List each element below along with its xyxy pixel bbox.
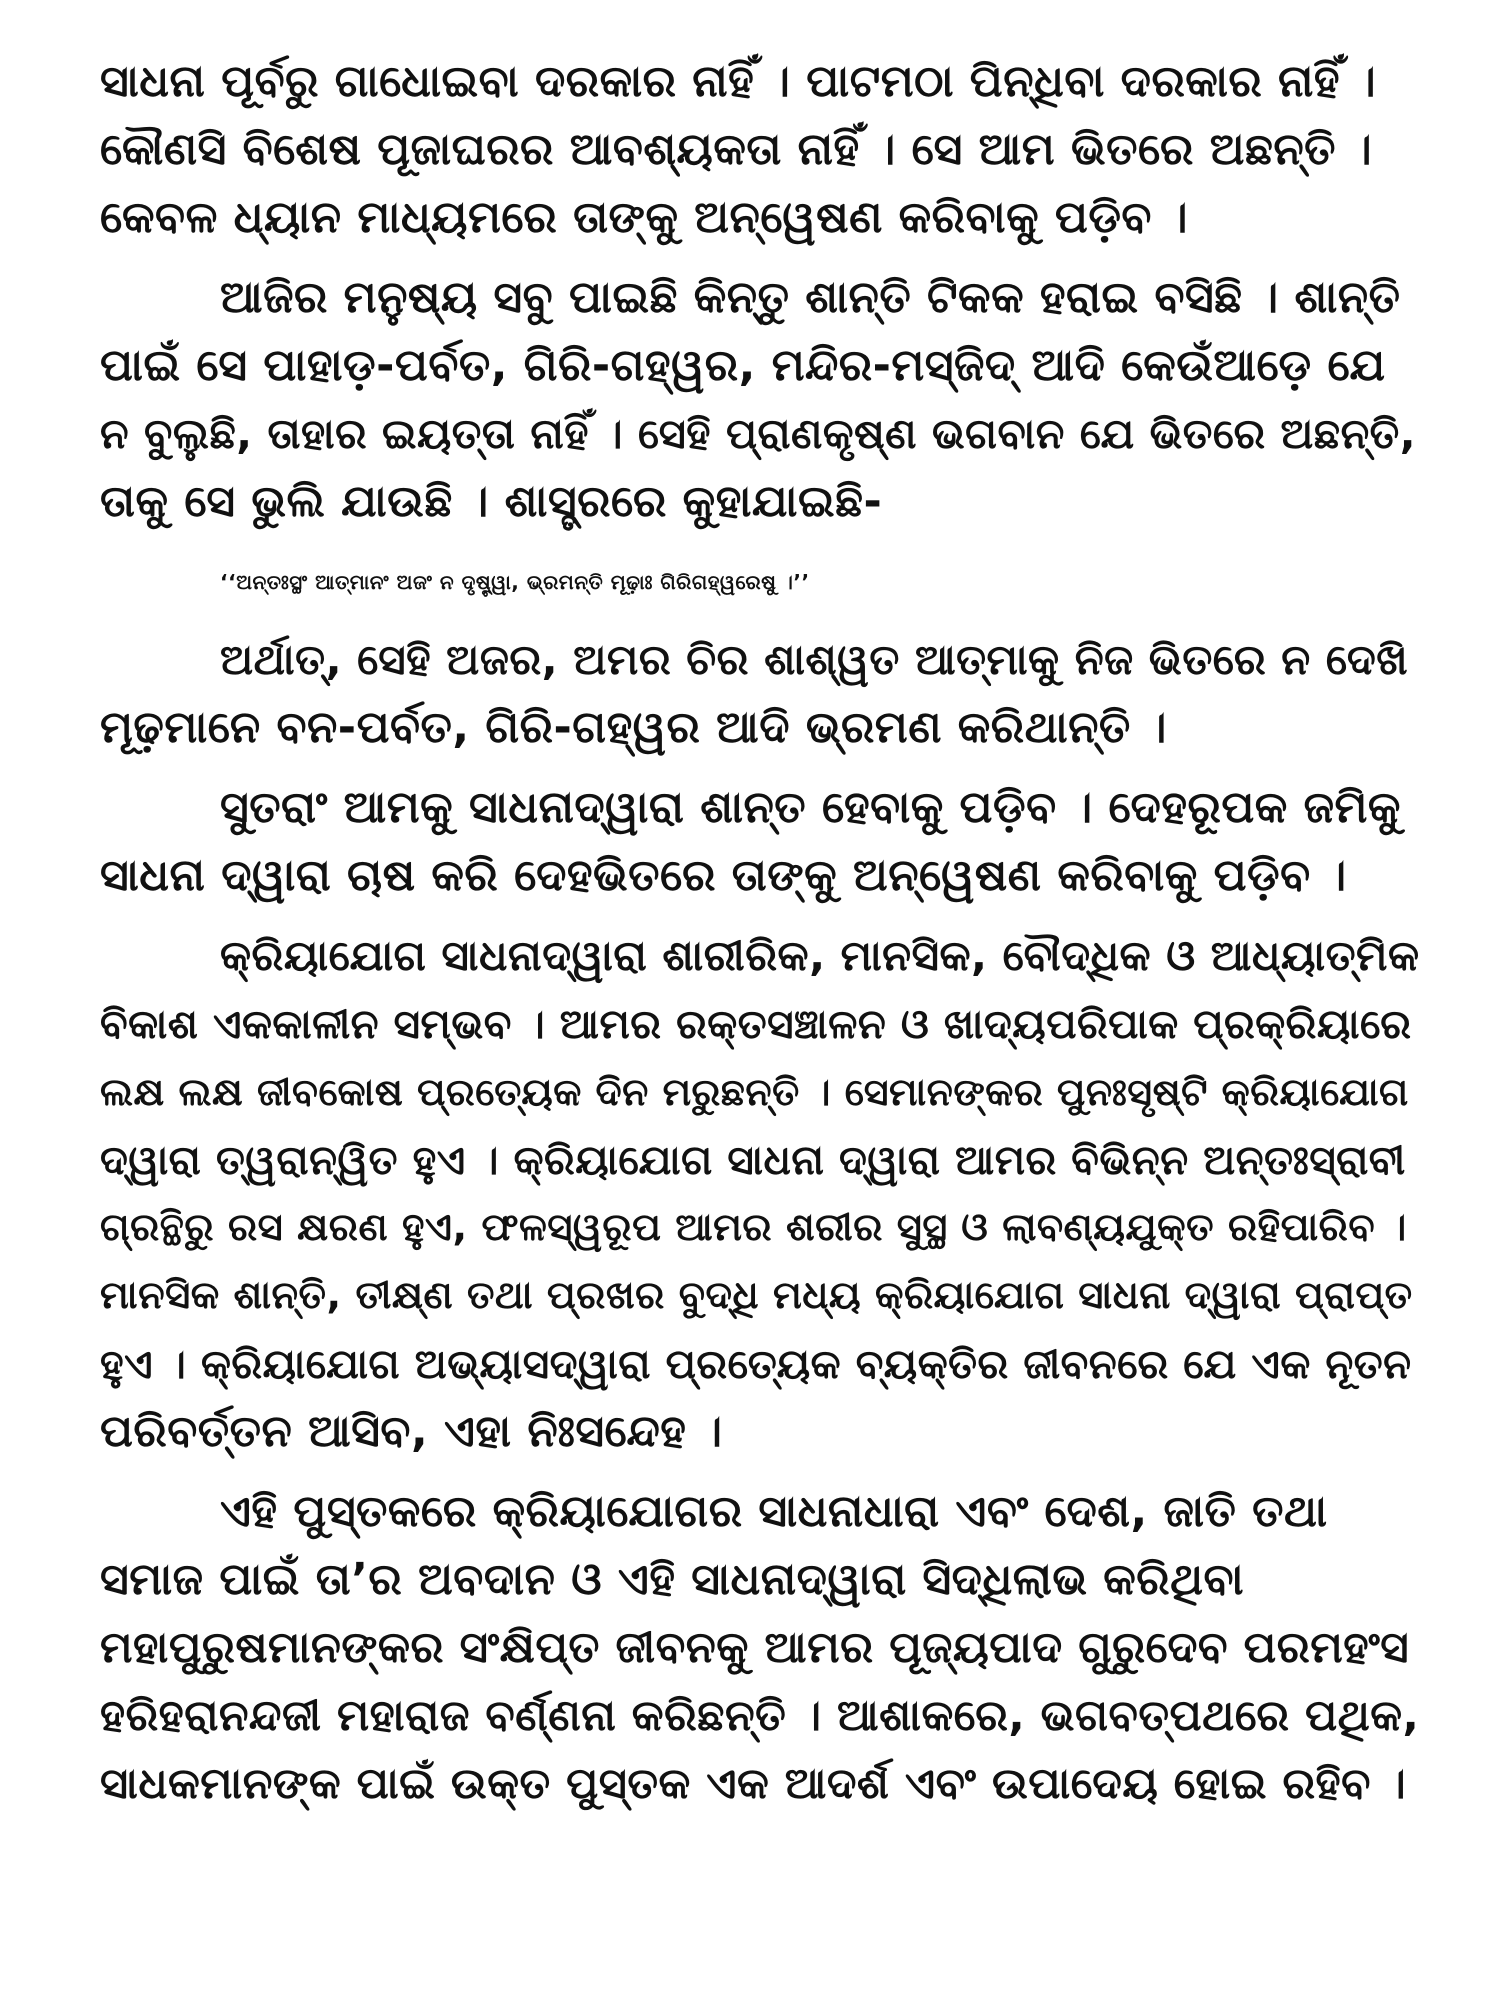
body-text <box>100 48 1420 1830</box>
text-line: ଲକ୍ଷ ଲକ୍ଷ ଜୀବକୋଷ ପ୍ରତ୍ୟେକ ଦିନ ମରୁଛନ୍ତି । ସେମାନଙ୍କର ପୁନଃସୃଷ୍ଟି କ୍ରିୟାଯୋଗ <box>100 1070 1409 1114</box>
text-line: ମହାପୁରୁଷମାନଙ୍କର ସଂକ୍ଷିପ୍ତ ଜୀବନକୁ ଆମର ପୂଜ୍ୟପାଦ ଗୁରୁଦେବ ପରମହଂସ <box>100 1623 1410 1673</box>
paragraph-3 <box>100 626 1420 762</box>
paragraph-1 <box>100 48 1420 252</box>
text-line: କ୍ରିୟାଯୋଗ ସାଧନାଦ୍ୱାରା ଶାରୀରିକ, ମାନସିକ, ବୌଦ୍ଧିକ ଓ ଆଧ୍ୟାତ୍ମିକ <box>220 931 1420 980</box>
paragraph-5 <box>100 922 1420 1466</box>
paragraph-6 <box>100 1478 1420 1818</box>
text-line: ସାଧନା ପୂର୍ବରୁ ଗାଧୋଇବା ଦରକାର ନାହିଁ । ପାଟମଠା ପିନ୍ଧିବା ଦରକାର ନାହିଁ । <box>100 56 1377 107</box>
text-line: ସମାଜ ପାଇଁ ତା’ର ଅବଦାନ ଓ ଏହି ସାଧନାଦ୍ୱାରା ସିଦ୍ଧିଲାଭ କରିଥିବା <box>100 1554 1245 1605</box>
text-line: ବିକାଶ ଏକକାଳୀନ ସମ୍ଭବ । ଆମର ରକ୍ତସଞ୍ଚାଳନ ଓ ଖାଦ୍ୟପରିପାକ ପ୍ରକ୍ରିୟାରେ <box>100 1000 1412 1048</box>
text-line: ପରିବର୍ତ୍ତନ ଆସିବ, ଏହା ନିଃସନ୍ଦେହ । <box>100 1406 723 1457</box>
text-line: ଗ୍ରନ୍ଥିରୁ ରସ କ୍ଷରଣ ହୁଏ, ଫଳସ୍ୱରୂପ ଆମର ଶରୀର ସୁସ୍ଥ ଓ ଲାବଣ୍ୟଯୁକ୍ତ ରହିପାରିବ । <box>100 1205 1407 1250</box>
text-line: ଏହି ପୁସ୍ତକରେ କ୍ରିୟାଯୋଗର ସାଧନାଧାରା ଏବଂ ଦେଶ, ଜାତି ତଥା <box>220 1486 1328 1537</box>
text-line: ହୁଏ । କ୍ରିୟାଯୋଗ ଅଭ୍ୟାସଦ୍ୱାରା ପ୍ରତ୍ୟେକ ବ୍ୟକ୍ତିର ଜୀବନରେ ଯେ ଏକ ନୂତନ <box>100 1340 1412 1388</box>
text-line: ଅର୍ଥାତ୍, ସେହି ଅଜର, ଅମର ଚିର ଶାଶ୍ୱତ ଆତ୍ମାକୁ ନିଜ ଭିତରେ ନ ଦେଖି <box>220 635 1409 684</box>
text-line: ସାଧକମାନଙ୍କ ପାଇଁ ଉକ୍ତ ପୁସ୍ତକ ଏକ ଆଦର୍ଶ ଏବଂ ଉପାଦେୟ ହୋଇ ରହିବ । <box>100 1759 1407 1809</box>
text-line: ତାକୁ ସେ ଭୁଲି ଯାଉଛି । ଶାସ୍ତ୍ରରେ କୁହାଯାଇଛି- <box>100 476 883 527</box>
text-line: ମାନସିକ ଶାନ୍ତି, ତୀକ୍ଷ୍ଣ ତଥା ପ୍ରଖର ବୁଦ୍ଧି ମଧ୍ୟ କ୍ରିୟାଯୋଗ ସାଧନା ଦ୍ୱାରା ପ୍ରାପ୍ତ <box>100 1273 1413 1318</box>
text-line: ଦ୍ୱାରା ତ୍ୱରାନ୍ୱିତ ହୁଏ । କ୍ରିୟାଯୋଗ ସାଧନା ଦ୍ୱାରା ଆମର ବିଭିନ୍ନ ଅନ୍ତଃସ୍ରାବୀ <box>100 1136 1406 1184</box>
text-line: ମୂଢ଼ମାନେ ବନ-ପର୍ବତ, ଗିରି-ଗହ୍ୱର ଆଦି ଭ୍ରମଣ କରିଥାନ୍ତି । <box>100 702 1167 753</box>
text-line: ସୁତରାଂ ଆମକୁ ସାଧନାଦ୍ୱାରା ଶାନ୍ତ ହେବାକୁ ପଡ଼ିବ । ଦେହରୂପକ ଜମିକୁ <box>220 782 1401 833</box>
text-line: ଆଜିର ମନୁଷ୍ୟ ସବୁ ପାଇଛି କିନ୍ତୁ ଶାନ୍ତି ଟିକକ ହରାଇ ବସିଛି । ଶାନ୍ତି <box>220 272 1401 323</box>
text-line: ପାଇଁ ସେ ପାହାଡ଼-ପର୍ବତ, ଗିରି-ଗହ୍ୱର, ମନ୍ଦିର-ମସ୍‌ଜିଦ୍ ଆଦି କେଉଁଆଡ଼େ ଯେ <box>100 340 1386 391</box>
paragraph-4 <box>100 774 1420 910</box>
scripture-quote: ‘‘ଅନ୍ତଃସ୍ଥଂ ଆତ୍ମାନଂ ଅଜଂ ନ ଦୃଷ୍ଟ୍ୱା, ଭ୍ରମନ୍ତି ମୂଢ଼ାଃ ଗିରିଗହ୍ୱରେଷୁ ।’’ <box>220 570 810 594</box>
paragraph-2 <box>100 264 1420 536</box>
text-line: କେବଳ ଧ୍ୟାନ ମାଧ୍ୟମରେ ତାଙ୍କୁ ଅନ୍ୱେଷଣ କରିବାକୁ ପଡ଼ିବ । <box>100 192 1189 243</box>
text-line: କୌଣସି ବିଶେଷ ପୂଜାଘରର ଆବଶ୍ୟକତା ନାହିଁ । ସେ ଆମ ଭିତରେ ଅଛନ୍ତି । <box>100 124 1373 175</box>
text-line: ହରିହରାନନ୍ଦଜୀ ମହାରାଜ ବର୍ଣ୍ଣନା କରିଛନ୍ତି । ଆଶାକରେ, ଭଗବତ୍‌ପଥରେ ପଥିକ, <box>100 1691 1420 1741</box>
text-line: ସାଧନା ଦ୍ୱାରା ଚାଷ କରି ଦେହଭିତରେ ତାଙ୍କୁ ଅନ୍ୱେଷଣ କରିବାକୁ ପଡ଼ିବ । <box>100 850 1347 901</box>
text-line: ନ ବୁଲୁଛି, ତାହାର ଇୟତ୍ତା ନାହିଁ । ସେହି ପ୍ରାଣକୃଷ୍ଣ ଭଗବାନ ଯେ ଭିତରେ ଅଛନ୍ତି, <box>100 409 1417 458</box>
